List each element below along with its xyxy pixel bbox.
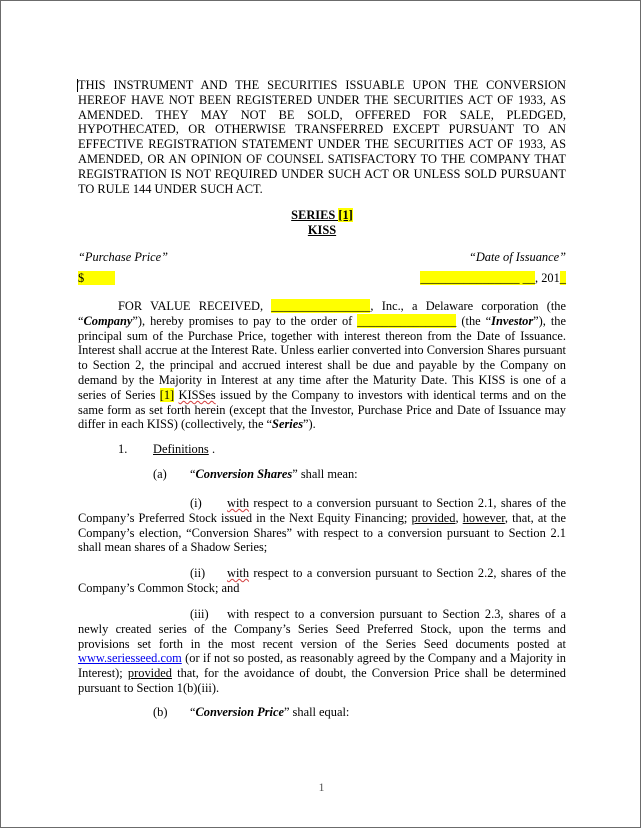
purchase-price-value [78, 271, 115, 286]
title-subtitle: KISS [307, 223, 337, 237]
title-series-number: [1] [338, 208, 353, 222]
investor-name-blank: ________________ [357, 313, 457, 328]
sub-i-text-1: respect to a conversion pursuant to Section 2.1, shares of the Company’s Preferred Stock issued in the Next Equity Financing; [78, 496, 566, 525]
year-blank: _ [559, 271, 566, 285]
date-blank: ________________ __ [420, 271, 536, 285]
purchase-price-blank [84, 271, 115, 285]
series-number-highlight: [1] [159, 387, 175, 402]
def-a-open-quote: “ [190, 467, 196, 481]
section-1-period: . [212, 442, 216, 456]
date-suffix: , 201 [535, 271, 560, 285]
para1-text-3: ”), hereby promises to pay to the order of [132, 313, 358, 328]
company-term: Company [83, 313, 133, 328]
para1-text-4: (the “ [456, 313, 492, 328]
def-b-open-quote: “ [190, 705, 196, 719]
sub-i-text-2: , that, at the Company’s election, “Conversion Shares” with respect to a conversion pursuant to Section 2.1 shall mean shares of a Shadow Series; [78, 510, 567, 555]
sub-ii-text: respect to a conversion pursuant to Section 2.2, shares of the Company’s Common Stock; and [78, 566, 566, 595]
securities-legend: THIS INSTRUMENT AND THE SECURITIES ISSUABLE UPON THE CONVERSION HEREOF HAVE NOT BEEN REGISTERED UNDER THE SECURITIES ACT OF 1933, AS AMENDED. THEY MAY NOT BE SOLD, OFFERED FOR SALE, PLEDGED, HYPOTHECATED, OR OTHERWISE TRANSFERRED EXCEPT PURSUANT TO AN EFFECTIVE REGISTRATION STATEMENT UNDER THE SECURITIES ACT OF 1933, AS AMENDED, OR AN OPINION OF COUNSEL SATISFACTORY TO THE COMPANY THAT REGISTRATION IS NOT REQUIRED UNDER SUCH ACT OR UNLESS SOLD PURSUANT TO RULE 144 UNDER SUCH ACT. [78, 78, 566, 196]
conversion-price-term: Conversion Price [195, 705, 284, 719]
def-a-text [190, 467, 358, 482]
sub-clause-ii [78, 566, 566, 596]
sub-i-comma: , [455, 510, 463, 525]
para1-text-8: ”). [303, 417, 316, 432]
page-number: 1 [318, 780, 325, 794]
kisses-word: KISSes [178, 387, 216, 402]
sub-iii-text-2: (or if not so posted, as reasonably agreed by the Company and a Majority in Interest); [78, 651, 566, 681]
date-of-issuance-label: “Date of Issuance” [468, 250, 566, 264]
sub-i-marker: (i) [190, 496, 202, 510]
purchase-price-label: “Purchase Price” [78, 250, 169, 264]
sub-ii-marker: (ii) [190, 566, 206, 580]
title-series-prefix: SERIES [291, 208, 339, 222]
sub-iii-text-1: with respect to a conversion pursuant to Section 2.3, shares of a newly created series of the Company’s Series Seed Preferred Stock, upon the terms and provisions set forth in the most recent version of the Series Seed documents posted at [78, 607, 566, 651]
sub-i-however: however [462, 510, 505, 525]
def-b-marker: (b) [153, 705, 168, 719]
opening-paragraph [78, 299, 566, 432]
def-b-tail: ” shall equal: [283, 705, 350, 719]
definitions-label: Definitions [153, 442, 209, 456]
sub-clause-i [78, 496, 566, 555]
title-series [78, 208, 566, 223]
sub-iii-text-3: that, for the avoidance of doubt, the Conversion Price shall be determined pursuant to Section 1(b)(iii). [78, 666, 566, 695]
sub-iii-marker: (iii) [190, 607, 209, 621]
sub-ii-with: with [227, 566, 250, 580]
title-kiss [78, 223, 566, 238]
seriesseed-link[interactable]: www.seriesseed.com [78, 651, 182, 666]
def-a-tail: ” shall mean: [292, 467, 358, 481]
para1-text-2: , Inc., a Delaware corporation (the “ [78, 299, 566, 328]
sub-clause-iii [78, 607, 566, 696]
conversion-shares-term: Conversion Shares [195, 467, 293, 481]
para1-text-1: FOR VALUE RECEIVED, [118, 299, 272, 313]
para1-text-5: ”), the principal sum of the Purchase Price, together with interest thereon from the Date of Issuance. Interest shall accrue at the Interest Rate. Unless earlier converted into Conversion Shares pursuant to Section 2, the principal and accrued interest shall be due and payable by the Company on demand by the Majority in Interest at any time after the Maturity Date. This KISS is one of a series of Series [78, 313, 566, 402]
section-1-heading [153, 442, 209, 457]
def-b-text [190, 705, 349, 720]
section-1-number: 1. [118, 442, 128, 456]
series-term: Series [272, 417, 304, 432]
date-of-issuance-value [420, 271, 566, 286]
company-name-blank: ________________ [271, 299, 371, 313]
para1-text-7: issued by the Company to investors with identical terms and on the same form as set forth herein (except that the Investor, Purchase Price and Date of Issuance may differ in each KISS) (collectively, the “ [78, 387, 567, 432]
sub-i-with: with [227, 496, 250, 510]
investor-term: Investor [491, 313, 534, 328]
sub-i-provided: provided [411, 510, 456, 525]
sub-iii-provided: provided [127, 666, 172, 681]
def-a-marker: (a) [153, 467, 167, 481]
dollar-sign: $ [78, 271, 85, 285]
